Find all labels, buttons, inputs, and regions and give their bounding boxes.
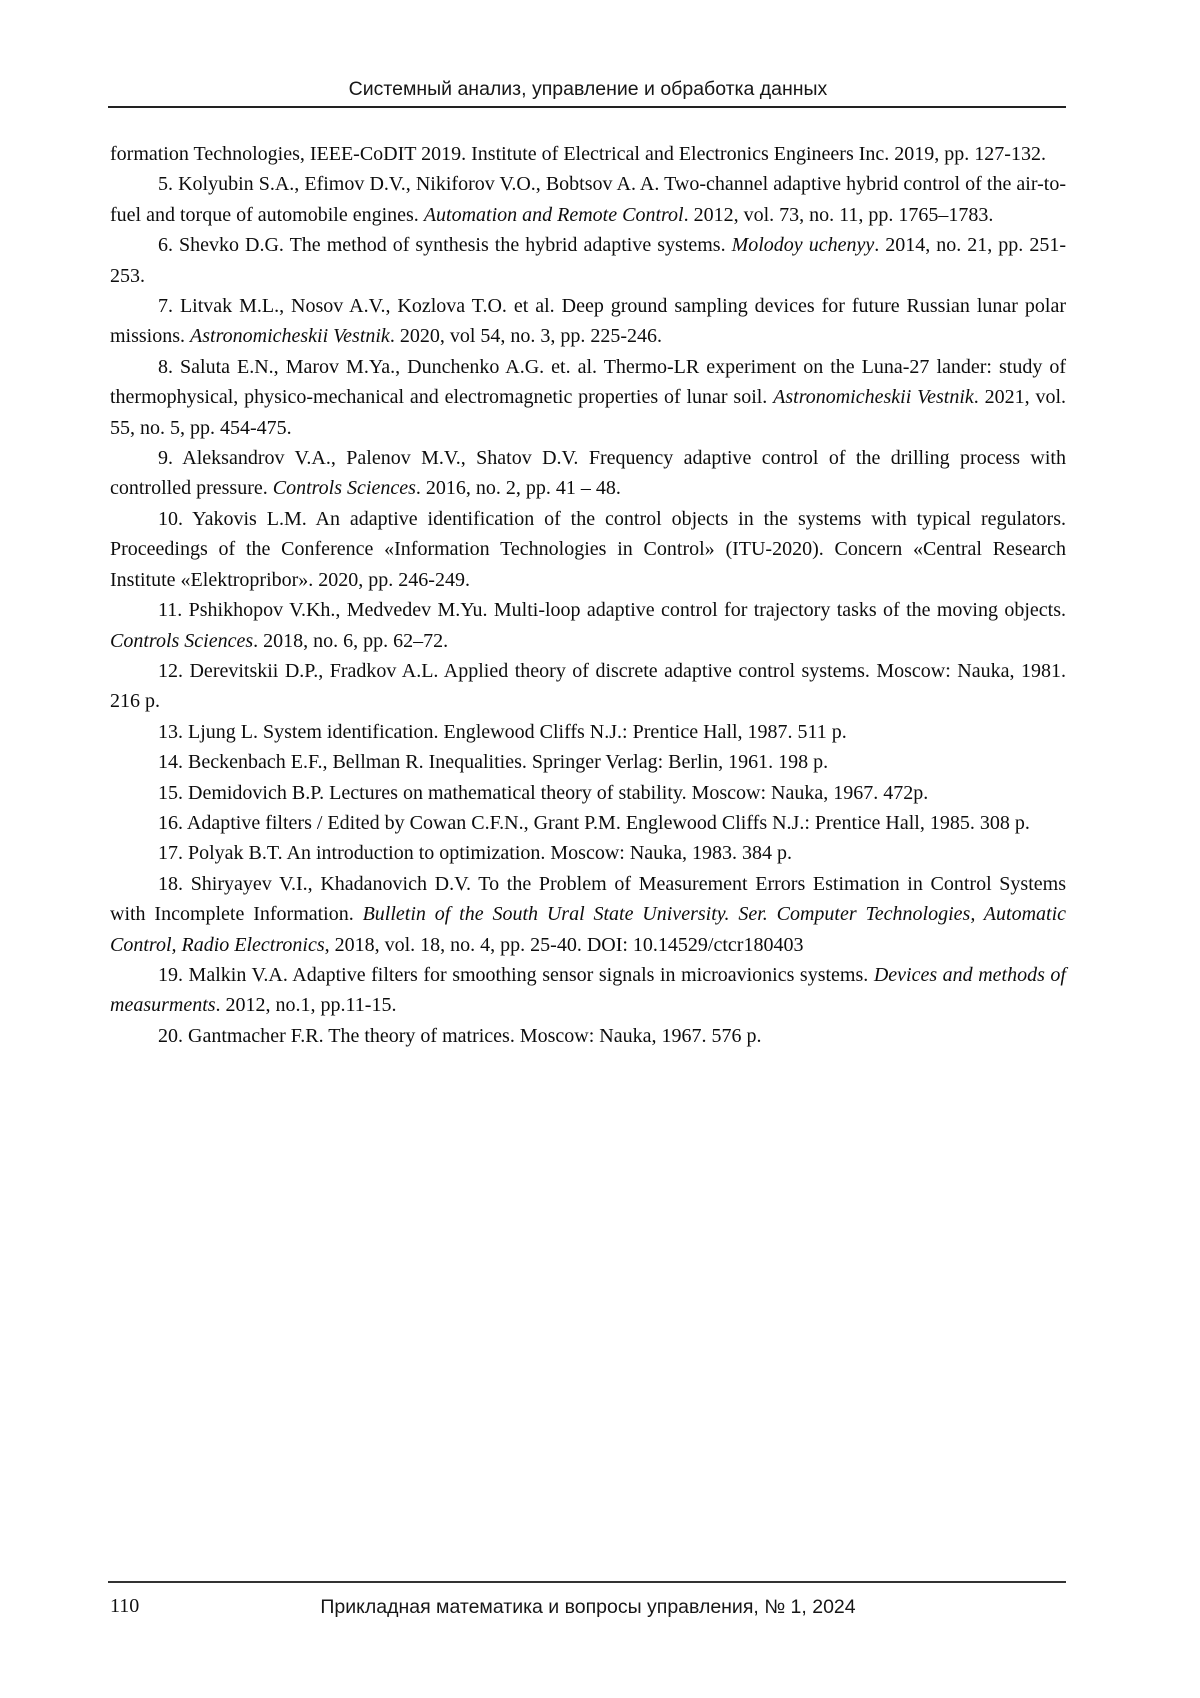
reference-segment: . 2016, no. 2, pp. 41 – 48. — [415, 477, 621, 500]
reference-segment-italic: Astronomicheskii Vestnik — [773, 386, 974, 409]
reference-segment: 11. Pshikhopov V.Kh., Medvedev M.Yu. Multi-loop adaptive control for trajectory tasks of the moving objects. — [158, 599, 1066, 622]
reference-segment: 6. Shevko D.G. The method of synthesis the hybrid adaptive systems. — [158, 234, 732, 257]
reference-segment: 14. Beckenbach E.F., Bellman R. Inequalities. Springer Verlag: Berlin, 1961. 198 p. — [158, 751, 829, 774]
reference-item — [110, 1021, 1066, 1051]
reference-item — [110, 169, 1066, 230]
footer-rule — [108, 1581, 1066, 1583]
reference-item — [110, 869, 1066, 960]
reference-item — [110, 960, 1066, 1021]
reference-item — [110, 595, 1066, 656]
reference-segment: 5. Kolyubin S.A., Efimov D.V., Nikiforov V.O., Bobtsov A. A. Two-channel adaptive hybrid control of the air-to-fuel and torque of automobile engines. — [110, 173, 1066, 226]
reference-segment: , 2018, vol. 18, no. 4, pp. 25-40. DOI: 10.14529/ctcr180403 — [324, 933, 804, 956]
reference-item — [110, 656, 1066, 717]
reference-segment: 17. Polyak B.T. An introduction to optimization. Moscow: Nauka, 1983. 384 p. — [158, 842, 793, 865]
reference-segment: formation Technologies, IEEE-CoDIT 2019. Institute of Electrical and Electronics Engineers Inc. 2019, pp. 127-132. — [110, 143, 1046, 165]
reference-segment: . 2014, no. 21, pp. 251-253. — [110, 234, 1066, 287]
reference-segment: 16. Adaptive filters / Edited by Cowan C.F.N., Grant P.M. Englewood Cliffs N.J.: Prentice Hall, 1985. 308 p. — [158, 811, 1030, 834]
reference-segment: . 2012, vol. 73, no. 11, pp. 1765–1783. — [683, 203, 994, 226]
journal-footer-line: Прикладная математика и вопросы управления, № 1, 2024 — [320, 1596, 856, 1618]
reference-segment-italic: Molodoy uchenyy — [731, 234, 875, 257]
reference-item — [110, 808, 1066, 838]
reference-item — [110, 717, 1066, 747]
reference-segment: 9. Aleksandrov V.A., Palenov M.V., Shatov D.V. Frequency adaptive control of the drilling process with controlled pressure. — [110, 447, 1066, 500]
reference-segment: 15. Demidovich B.P. Lectures on mathematical theory of stability. Moscow: Nauka, 1967. 472p. — [158, 781, 929, 804]
reference-segment: 19. Malkin V.A. Adaptive filters for smoothing sensor signals in microavionics systems. — [158, 963, 874, 986]
reference-segment: 18. Shiryayev V.I., Khadanovich D.V. To the Problem of Measurement Errors Estimation in Control Systems with Incomplete Information. — [110, 872, 1066, 926]
reference-item — [110, 291, 1066, 352]
reference-segment: 20. Gantmacher F.R. The theory of matrices. Moscow: Nauka, 1967. 576 p. — [158, 1024, 762, 1047]
reference-item — [110, 778, 1066, 808]
reference-item — [110, 504, 1066, 595]
reference-segment-italic: Bulletin of the South Ural State University. Ser. Computer Technologies, Automatic Control, Radio Electronics — [110, 903, 1067, 956]
references-list — [110, 139, 1066, 1051]
reference-segment: . 2021, vol. 55, no. 5, pp. 454-475. — [110, 386, 1066, 439]
running-head-title: Системный анализ, управление и обработка данных — [348, 78, 828, 100]
reference-segment-italic: Devices and methods of measurments — [110, 963, 1066, 1017]
reference-segment: . 2018, no. 6, pp. 62–72. — [253, 629, 449, 652]
reference-segment: 8. Saluta E.N., Marov M.Ya., Dunchenko A.G. et. al. Thermo-LR experiment on the Luna-27 lander: study of thermophysical, physico-mechanical and electromagnetic properties of lunar soil. — [110, 355, 1066, 409]
reference-segment: . 2012, no.1, pp.11-15. — [215, 994, 397, 1017]
reference-item — [110, 443, 1066, 504]
page-number: 110 — [110, 1595, 140, 1617]
reference-item — [110, 230, 1066, 291]
reference-item — [110, 747, 1066, 777]
reference-segment: 7. Litvak M.L., Nosov A.V., Kozlova T.O. et al. Deep ground sampling devices for future Russian lunar polar missions. — [110, 295, 1066, 348]
reference-segment: 10. Yakovis L.M. An adaptive identification of the control objects in the systems with typical regulators. Proceedings of the Conference «Information Technologies in Control» (ITU-2020). Concern «Central Research Institute «Elektropribor». 2020, pp. 246-249. — [110, 507, 1066, 591]
reference-item — [110, 139, 1066, 169]
reference-segment: . 2020, vol 54, no. 3, pp. 225-246. — [389, 325, 663, 348]
reference-segment-italic: Astronomicheskii Vestnik — [190, 325, 390, 348]
reference-item — [110, 838, 1066, 868]
header-rule — [108, 106, 1066, 108]
reference-segment: 13. Ljung L. System identification. Englewood Cliffs N.J.: Prentice Hall, 1987. 511 p. — [158, 720, 847, 743]
reference-segment-italic: Controls Sciences — [272, 477, 416, 500]
reference-segment-italic: Controls Sciences — [110, 629, 254, 652]
reference-segment-italic: Automation and Remote Control — [423, 203, 684, 226]
reference-segment: 12. Derevitskii D.P., Fradkov A.L. Applied theory of discrete adaptive control systems. Moscow: Nauka, 1981. 216 p. — [110, 659, 1066, 713]
reference-item — [110, 352, 1066, 443]
